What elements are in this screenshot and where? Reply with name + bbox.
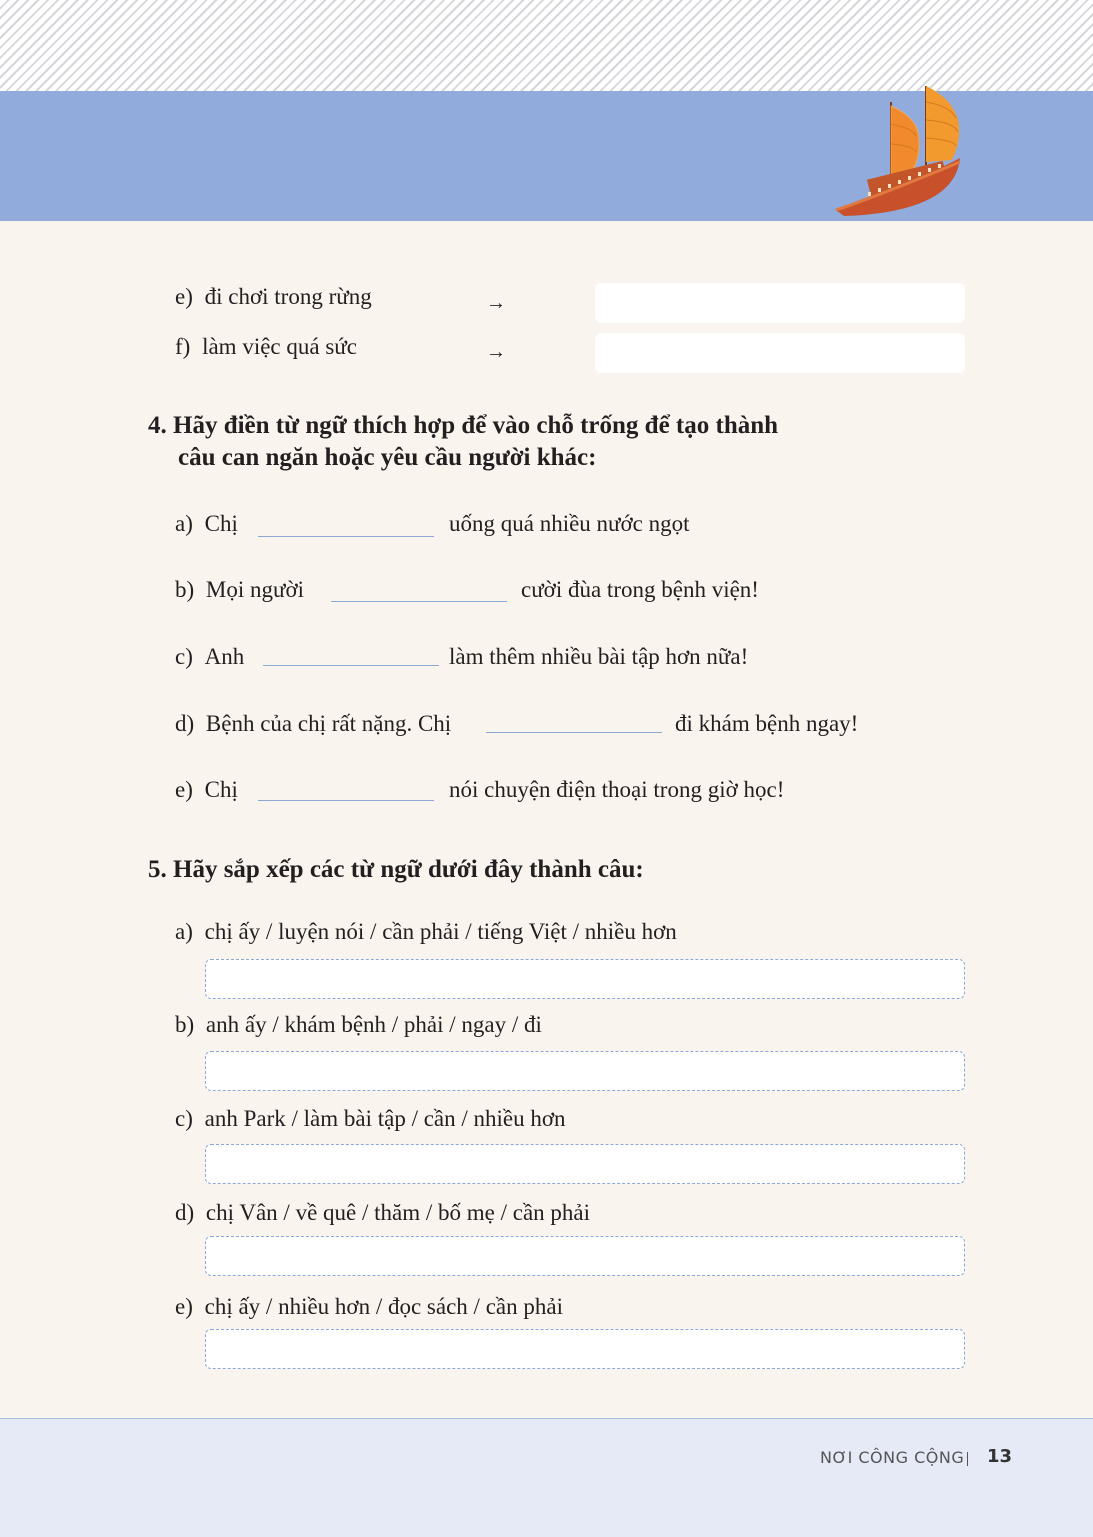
q4-item-e: e) Chị — [175, 777, 238, 802]
q4-item-c-after: làm thêm nhiều bài tập hơn nữa! — [449, 644, 749, 669]
prev-item-f — [175, 334, 357, 360]
junk-boat-illustration — [828, 82, 968, 222]
q4-item-d: d) Bệnh của chị rất nặng. Chị — [175, 711, 452, 736]
fill-blank-d[interactable] — [486, 732, 662, 733]
q5-item-b: b) anh ấy / khám bệnh / phải / ngay / đi — [175, 1012, 542, 1037]
footer-divider — [967, 1452, 968, 1466]
answer-field-e[interactable] — [595, 283, 965, 323]
arrow-icon: → — [486, 341, 506, 363]
answer-box-a[interactable] — [205, 959, 965, 999]
question-4-title: 4. Hãy điền từ ngữ thích hợp để vào chỗ trống để tạo thành câu can ngăn hoặc yêu cầu người khác: — [148, 412, 779, 471]
item-letter: f) — [175, 334, 191, 359]
footer-section-title: NƠI CÔNG CỘNG — [820, 1448, 965, 1467]
footer-band — [0, 1418, 1093, 1537]
fill-blank-b[interactable] — [331, 601, 507, 602]
arrow-icon: → — [486, 292, 506, 314]
q5-item-c: c) anh Park / làm bài tập / cần / nhiều hơn — [175, 1106, 566, 1131]
page-number: 13 — [987, 1446, 1013, 1467]
q4-item-b: b) Mọi người — [175, 577, 305, 602]
q4-item-e-after: nói chuyện điện thoại trong giờ học! — [449, 777, 785, 802]
q4-item-a: a) Chị — [175, 511, 238, 536]
fill-blank-c[interactable] — [263, 665, 439, 666]
item-text: đi chơi trong rừng — [204, 284, 372, 309]
answer-box-b[interactable] — [205, 1051, 965, 1091]
top-stripe-pattern — [0, 0, 1093, 91]
q5-item-a: a) chị ấy / luyện nói / cần phải / tiếng Việt / nhiều hơn — [175, 919, 677, 944]
fill-blank-a[interactable] — [258, 536, 434, 537]
q4-item-a-after: uống quá nhiều nước ngọt — [449, 511, 690, 536]
q5-item-d: d) chị Vân / về quê / thăm / bố mẹ / cần phải — [175, 1200, 591, 1225]
q5-item-e: e) chị ấy / nhiều hơn / đọc sách / cần phải — [175, 1294, 563, 1319]
item-text: làm việc quá sức — [202, 334, 357, 359]
fill-blank-e[interactable] — [258, 800, 434, 801]
answer-box-c[interactable] — [205, 1144, 965, 1184]
q4-item-c: c) Anh — [175, 644, 245, 669]
question-5-title: 5. Hãy sắp xếp các từ ngữ dưới đây thành câu: — [148, 856, 644, 883]
prev-item-e — [175, 284, 372, 310]
q4-item-b-after: cười đùa trong bệnh viện! — [521, 577, 759, 602]
answer-field-f[interactable] — [595, 333, 965, 373]
answer-box-e[interactable] — [205, 1329, 965, 1369]
answer-box-d[interactable] — [205, 1236, 965, 1276]
q4-item-d-after: đi khám bệnh ngay! — [675, 711, 859, 736]
item-letter: e) — [175, 284, 193, 309]
